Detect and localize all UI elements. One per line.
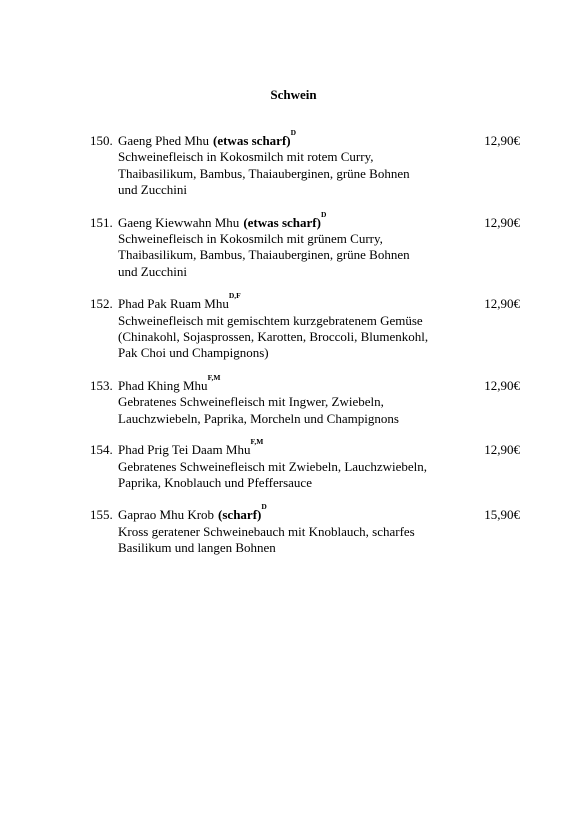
description-line: Thaibasilikum, Bambus, Thaiauberginen, grüne Bohnen [118,165,410,181]
item-number: 152. [90,296,113,312]
item-description [118,231,453,280]
description-line: Schweinefleisch in Kokosmilch mit rotem Curry, [118,149,374,165]
spiciness-label: (etwas scharf) [213,133,291,148]
description-line: Schweinefleisch in Kokosmilch mit grünem Curry, [118,231,383,247]
menu-item [90,291,520,362]
item-name: Gaprao Mhu Krob [118,507,215,523]
menu-item [90,502,520,556]
description-line: Kross geratener Schweinebauch mit Knoblauch, scharfes [118,523,415,539]
item-description [118,313,453,362]
description-line: Pak Choi und Champignons) [118,345,269,361]
item-price: 12,90€ [484,377,520,393]
description-line: und Zucchini [118,182,187,198]
allergen-codes: F,M [250,437,264,447]
description-line: Paprika, Knoblauch und Pfeffersauce [118,474,312,490]
item-name: Gaeng Phed Mhu [118,133,209,148]
item-description [118,394,453,427]
allergen-codes: D [261,502,267,512]
description-line: Lauchzwiebeln, Paprika, Morcheln und Champignons [118,410,399,426]
item-name: Phad Khing Mhu [118,377,208,393]
item-number: 154. [90,442,113,458]
section-title: Schwein [270,87,317,102]
item-number: 153. [90,377,113,393]
allergen-codes: D,F [228,291,241,301]
item-name: Phad Prig Tei Daam Mhu [118,442,251,458]
item-heading [90,128,520,149]
item-name: Gaeng Kiewwahn Mhu [118,214,240,230]
item-price: 12,90€ [484,296,520,312]
item-heading [90,372,520,394]
item-number: 155. [90,507,113,523]
allergen-codes: F,M [207,372,221,382]
spiciness-label: (scharf) [218,507,262,523]
item-heading [90,437,520,458]
description-line: Schweinefleisch mit gemischtem kurzgebratenem Gemüse [118,312,423,328]
item-price: 15,90€ [484,507,520,523]
allergen-codes: D [320,209,327,219]
item-number: 151. [90,214,113,230]
description-line: Gebratenes Schweinefleisch mit Ingwer, Zwiebeln, [118,394,384,410]
item-description [118,149,453,198]
item-heading [90,502,520,523]
description-line: Gebratenes Schweinefleisch mit Zwiebeln, Lauchzwiebeln, [118,458,427,474]
menu-list [90,128,520,573]
item-name: Phad Pak Ruam Mhu [118,296,229,312]
item-price: 12,90€ [484,214,520,230]
description-line: (Chinakohl, Sojasprossen, Karotten, Broccoli, Blumenkohl, [118,329,429,345]
menu-item [90,437,520,491]
menu-item [90,209,520,281]
description-line: Basilikum und langen Bohnen [118,540,276,556]
item-number: 150. [90,133,113,148]
spiciness-label: (etwas scharf) [243,214,321,230]
description-line: Thaibasilikum, Bambus, Thaiauberginen, grüne Bohnen [118,247,410,263]
allergen-codes: D [290,128,297,137]
description-line: und Zucchini [118,263,187,279]
item-heading [90,209,520,231]
item-price: 12,90€ [484,133,520,148]
item-heading [90,291,520,312]
item-description [118,524,453,557]
item-price: 12,90€ [484,442,520,458]
menu-item [90,372,520,427]
item-description [118,459,453,492]
menu-item [90,128,520,199]
